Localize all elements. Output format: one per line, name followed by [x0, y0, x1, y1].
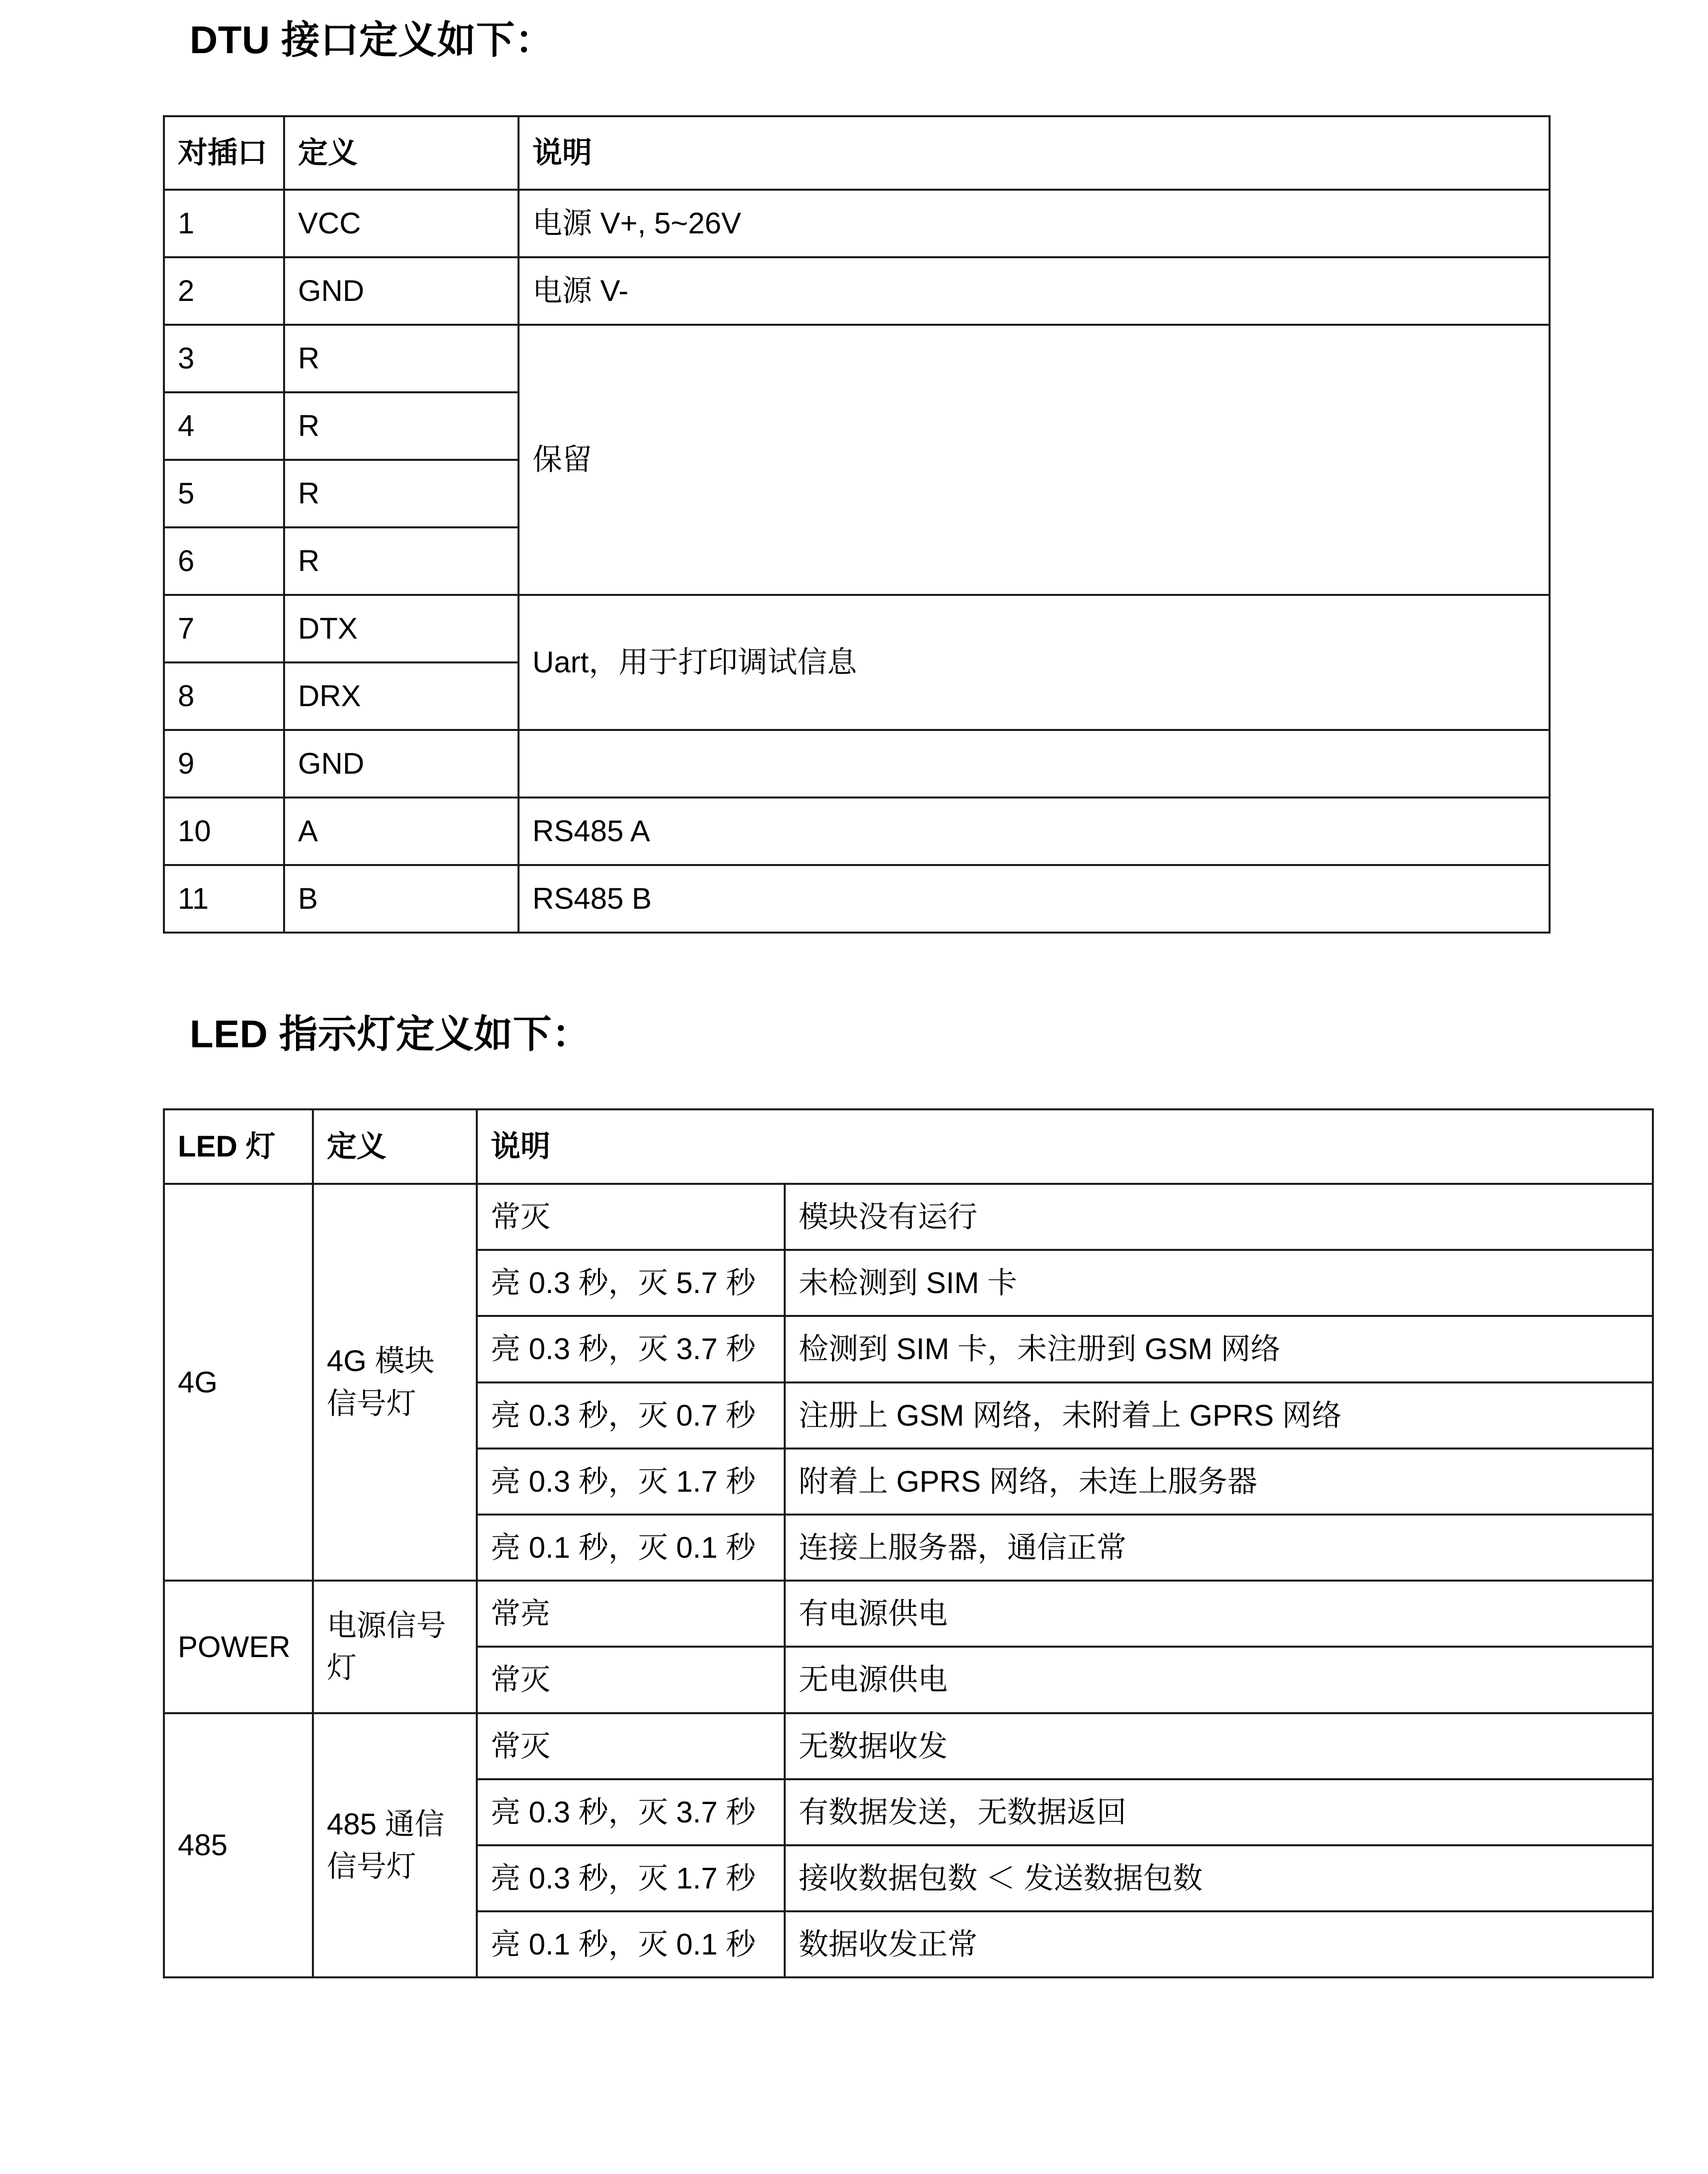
- pin-number: 3: [164, 325, 284, 392]
- pin-definition: R: [284, 460, 519, 527]
- pin-number: 2: [164, 257, 284, 325]
- pin-definition: GND: [284, 730, 519, 797]
- pin-description-uart: Uart，用于打印调试信息: [519, 595, 1550, 730]
- column-header-pin: 对插口: [164, 116, 284, 190]
- pin-number: 10: [164, 797, 284, 865]
- led-meaning: 有数据发送，无数据返回: [785, 1779, 1653, 1845]
- column-header-definition: 定义: [313, 1109, 477, 1184]
- pin-number: 7: [164, 595, 284, 662]
- table-header-row: [164, 116, 1550, 190]
- led-state: 常灭: [477, 1184, 785, 1250]
- led-state: 亮 0.3 秒，灭 5.7 秒: [477, 1250, 785, 1316]
- led-name: 485: [164, 1713, 313, 1978]
- pin-definition: R: [284, 392, 519, 460]
- pin-number: 8: [164, 662, 284, 730]
- pin-definition: B: [284, 865, 519, 933]
- led-state: 亮 0.1 秒，灭 0.1 秒: [477, 1911, 785, 1977]
- led-state: 常灭: [477, 1647, 785, 1713]
- led-state: 亮 0.3 秒，灭 3.7 秒: [477, 1779, 785, 1845]
- pin-number: 11: [164, 865, 284, 933]
- pin-definition: R: [284, 527, 519, 595]
- led-definition: 电源信号灯: [313, 1581, 477, 1713]
- table-row: [164, 1713, 1653, 1779]
- led-state: 亮 0.3 秒，灭 3.7 秒: [477, 1316, 785, 1382]
- led-state: 亮 0.3 秒，灭 1.7 秒: [477, 1845, 785, 1911]
- column-header-description: 说明: [477, 1109, 1653, 1184]
- led-state: 亮 0.3 秒，灭 0.7 秒: [477, 1382, 785, 1449]
- led-section-title: LED 指示灯定义如下：: [190, 1012, 591, 1056]
- led-name: POWER: [164, 1581, 313, 1713]
- table-row: [164, 595, 1550, 662]
- pin-definition: DTX: [284, 595, 519, 662]
- table-row: [164, 1581, 1653, 1647]
- led-meaning: 未检测到 SIM 卡: [785, 1250, 1653, 1316]
- led-meaning: 无数据收发: [785, 1713, 1653, 1779]
- led-meaning: 无电源供电: [785, 1647, 1653, 1713]
- pin-number: 1: [164, 190, 284, 257]
- led-definition: 4G 模块信号灯: [313, 1184, 477, 1581]
- led-state: 常灭: [477, 1713, 785, 1779]
- table-row: [164, 797, 1550, 865]
- table-row: [164, 190, 1550, 257]
- pin-definition: VCC: [284, 190, 519, 257]
- table-row: [164, 257, 1550, 325]
- pin-number: 5: [164, 460, 284, 527]
- pin-definition: R: [284, 325, 519, 392]
- led-meaning: 注册上 GSM 网络，未附着上 GPRS 网络: [785, 1382, 1653, 1449]
- table-row: [164, 730, 1550, 797]
- led-state: 亮 0.3 秒，灭 1.7 秒: [477, 1449, 785, 1515]
- led-meaning: 模块没有运行: [785, 1184, 1653, 1250]
- pin-description: 电源 V-: [519, 257, 1550, 325]
- table-row: [164, 1184, 1653, 1250]
- table-header-row: [164, 1109, 1653, 1184]
- column-header-definition: 定义: [284, 116, 519, 190]
- column-header-description: 说明: [519, 116, 1550, 190]
- pin-number: 9: [164, 730, 284, 797]
- dtu-interface-table: [163, 115, 1551, 934]
- led-name: 4G: [164, 1184, 313, 1581]
- led-meaning: 连接上服务器，通信正常: [785, 1515, 1653, 1581]
- led-meaning: 附着上 GPRS 网络，未连上服务器: [785, 1449, 1653, 1515]
- pin-description-reserved: 保留: [519, 325, 1550, 595]
- pin-number: 6: [164, 527, 284, 595]
- pin-description-empty: [519, 730, 1550, 797]
- led-meaning: 接收数据包数 ＜ 发送数据包数: [785, 1845, 1653, 1911]
- led-definition: 485 通信信号灯: [313, 1713, 477, 1978]
- led-meaning: 有电源供电: [785, 1581, 1653, 1647]
- pin-definition: A: [284, 797, 519, 865]
- led-state: 亮 0.1 秒，灭 0.1 秒: [477, 1515, 785, 1581]
- led-meaning: 检测到 SIM 卡，未注册到 GSM 网络: [785, 1316, 1653, 1382]
- led-indicator-table: [163, 1108, 1654, 1978]
- pin-definition: DRX: [284, 662, 519, 730]
- led-meaning: 数据收发正常: [785, 1911, 1653, 1977]
- led-state: 常亮: [477, 1581, 785, 1647]
- column-header-led: LED 灯: [164, 1109, 313, 1184]
- table-row: [164, 325, 1550, 392]
- pin-definition: GND: [284, 257, 519, 325]
- pin-description: RS485 A: [519, 797, 1550, 865]
- pin-description: 电源 V+, 5~26V: [519, 190, 1550, 257]
- pin-number: 4: [164, 392, 284, 460]
- table-row: [164, 865, 1550, 933]
- dtu-section-title: DTU 接口定义如下：: [190, 18, 554, 62]
- pin-description: RS485 B: [519, 865, 1550, 933]
